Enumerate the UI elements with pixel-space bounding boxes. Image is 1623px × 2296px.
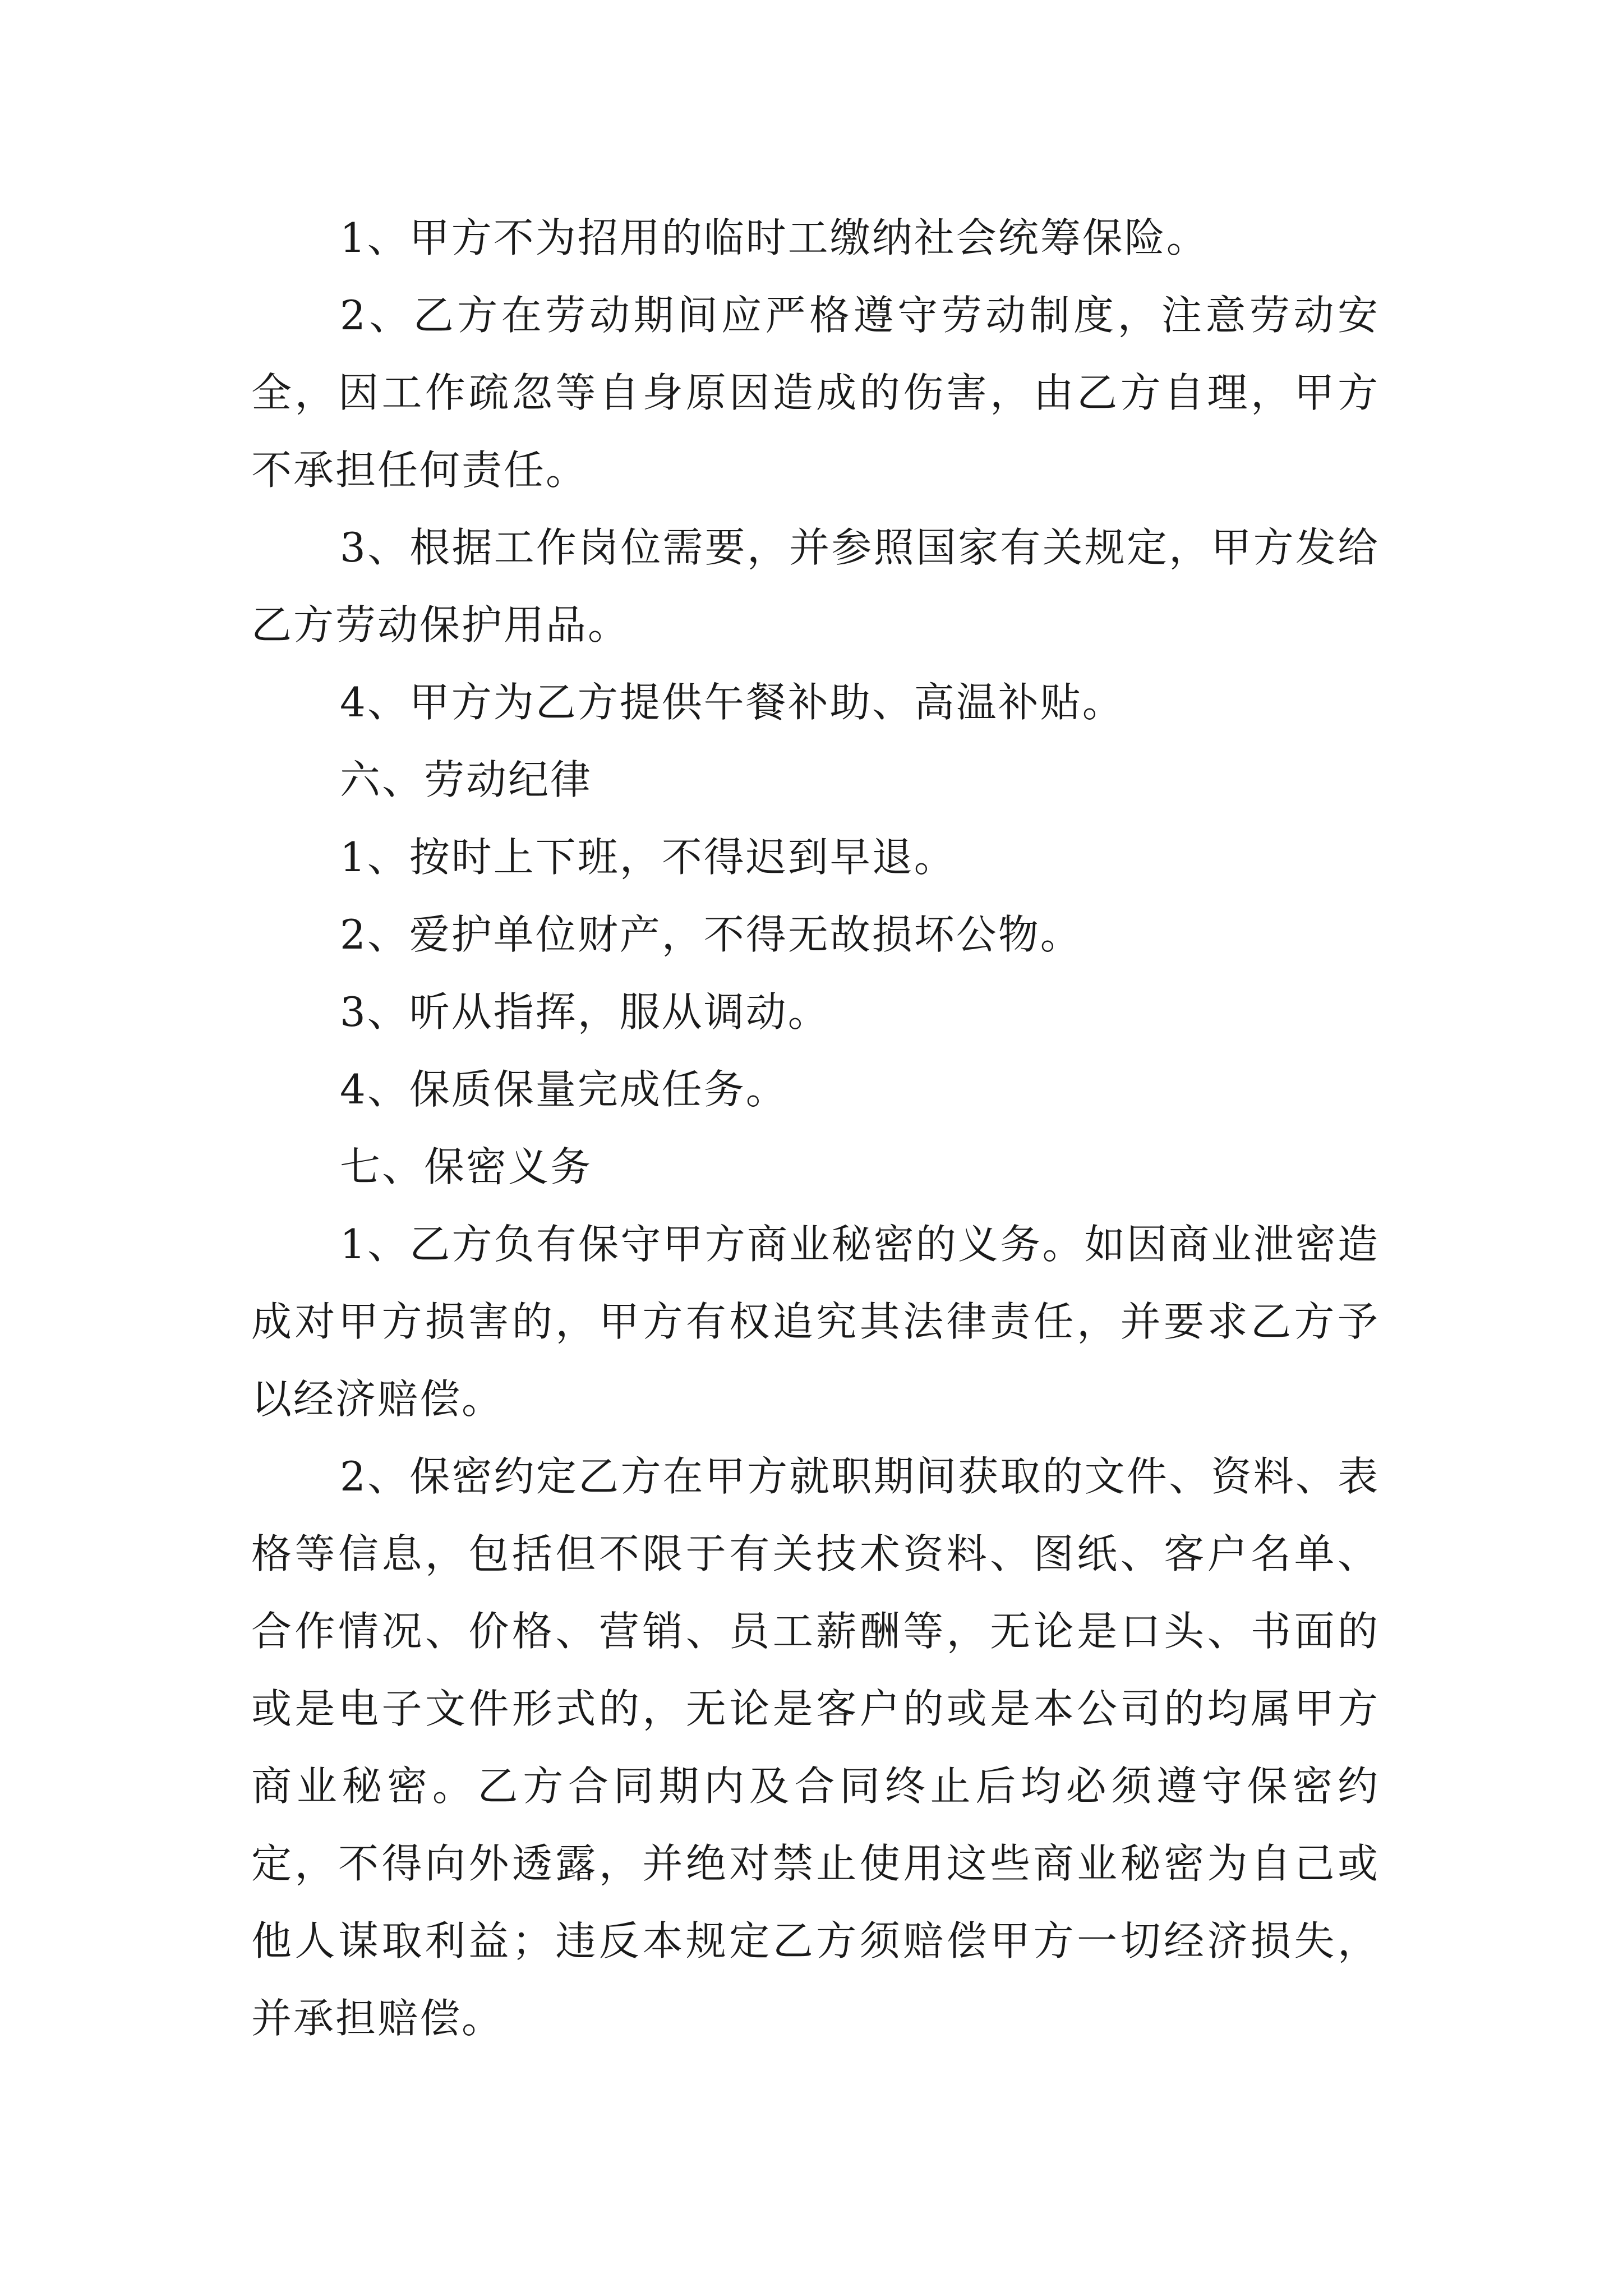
clause-6-3-obey-orders: 3、听从指挥，服从调动。 [340,988,830,1036]
clause-6-2-property: 2、爱护单位财产，不得无故损坏公物。 [340,911,1082,958]
document-body [251,199,1380,2057]
clause-7-2-confidentiality-agreement: 2、保密约定乙方在甲方就职期间获取的文件、资料、表格等信息，包括但不限于有关技术资料、图纸、客户名单、合作情况、价格、营销、员工薪酬等，无论是口头、书面的或是电子文件形式的，无论是客户的或是本公司的均属甲方商业秘密。乙方合同期内及合同终止后均必须遵守保密约定，不得向外透露，并绝对禁止使用这些商业秘密为自己或他人谋取利益；违反本规定乙方须赔偿甲方一切经济损失，并承担赔偿。 [251,1453,1380,2042]
clause-7-1-trade-secrets: 1、乙方负有保守甲方商业秘密的义务。如因商业泄密造成对甲方损害的，甲方有权追究其法律责任，并要求乙方予以经济赔偿。 [251,1221,1380,1423]
clause-5-1-social-insurance: 1、甲方不为招用的临时工缴纳社会统筹保险。 [340,214,1209,261]
clause-5-4-allowances: 4、甲方为乙方提供午餐补助、高温补贴。 [340,679,1124,726]
clause-6-4-quality: 4、保质保量完成任务。 [340,1066,788,1113]
clause-5-3-protective-equipment: 3、根据工作岗位需要，并参照国家有关规定，甲方发给乙方劳动保护用品。 [251,524,1380,648]
section-heading-labor-discipline: 六、劳动纪律 [340,756,593,803]
clause-6-1-punctuality: 1、按时上下班，不得迟到早退。 [340,834,956,881]
clause-5-2-labor-safety: 2、乙方在劳动期间应严格遵守劳动制度，注意劳动安全，因工作疏忽等自身原因造成的伤害，由乙方自理，甲方不承担任何责任。 [251,292,1380,494]
section-heading-confidentiality: 七、保密义务 [340,1143,593,1190]
